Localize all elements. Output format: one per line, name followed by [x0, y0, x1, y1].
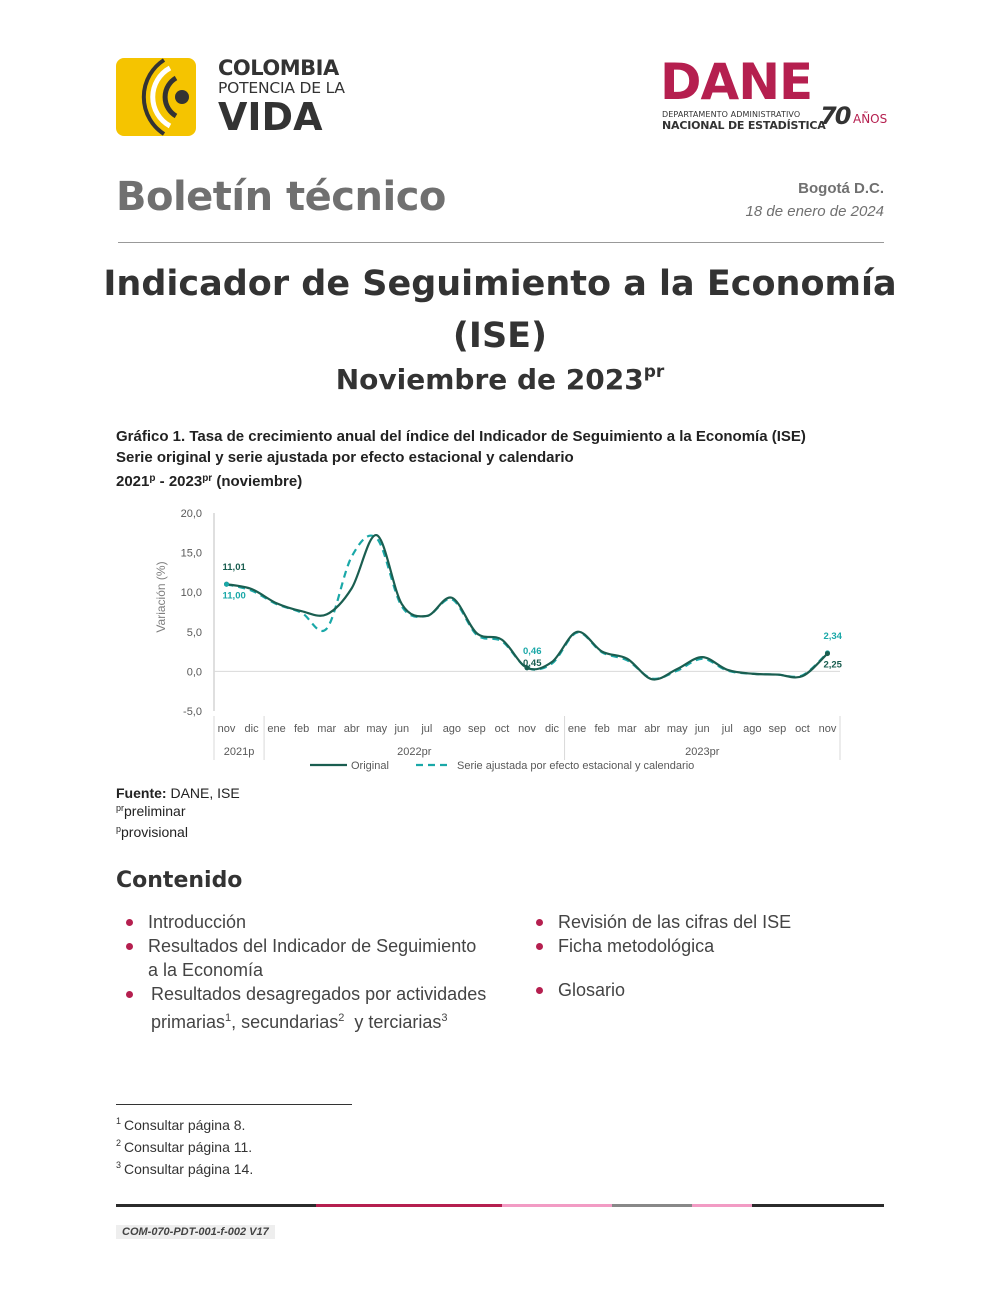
toc-item-introduccion[interactable]	[148, 910, 246, 934]
x-tick-label: ene	[267, 723, 286, 735]
x-tick-label: jul	[721, 723, 733, 735]
y-tick-label: 0,0	[186, 666, 202, 679]
caption-sup-b: pr	[202, 473, 213, 484]
document-code: COM-070-PDT-001-f-002 V17	[116, 1225, 275, 1239]
toc-item-revision-cifras[interactable]	[558, 910, 791, 934]
footnote-divider	[116, 1104, 352, 1105]
dane-anniversary-label: AÑOS	[853, 112, 888, 126]
header-divider	[118, 242, 884, 243]
year-group-label: 2022pr	[397, 746, 432, 758]
toc-sup-1: 1	[225, 1012, 232, 1024]
y-tick-label: 10,0	[180, 587, 202, 600]
footnote-3	[116, 1160, 253, 1177]
toc-item-label: Resultados desagregados por actividades	[151, 984, 487, 1004]
x-tick-label: nov	[217, 723, 236, 735]
bullet-icon	[536, 919, 543, 926]
dane-logo	[660, 53, 890, 132]
logo-line-colombia: COLOMBIA	[218, 56, 339, 80]
toc-item-label-cont: a la Economía	[148, 960, 264, 980]
toc-primarias: primarias	[151, 1012, 226, 1032]
main-title-line2: (ISE)	[452, 316, 548, 356]
subtitle-text: Noviembre de 2023	[335, 363, 644, 396]
x-tick-label: dic	[244, 723, 259, 735]
ise-growth-chart	[150, 500, 850, 778]
year-group-label: 2021p	[223, 746, 255, 758]
bullet-icon	[126, 991, 133, 998]
colombia-potencia-de-la-vida-logo	[116, 56, 356, 138]
bulletin-title: Boletín técnico	[116, 174, 446, 220]
data-point-marker	[224, 582, 229, 587]
x-tick-label: jun	[394, 723, 410, 735]
source-label: Fuente:	[116, 785, 167, 801]
subtitle	[100, 362, 900, 396]
toc-terciarias: y terciarias	[344, 1012, 442, 1032]
note-provisional-text: provisional	[121, 824, 188, 840]
legend-adjusted-label: Serie ajustada por efecto estacional y calendario	[457, 760, 695, 772]
footnote-text: Consultar página 11.	[124, 1139, 253, 1155]
toc-item-label: Revisión de las cifras del ISE	[558, 912, 792, 932]
dane-subtitle-1: DEPARTAMENTO ADMINISTRATIVO	[662, 110, 801, 119]
note-preliminar-sup: pr	[116, 803, 125, 813]
date-label: 18 de enero de 2024	[745, 203, 884, 220]
dane-subtitle-2: NACIONAL DE ESTADÍSTICA	[662, 119, 826, 132]
footnote-number: 3	[116, 1160, 122, 1170]
x-tick-label: mar	[317, 723, 337, 735]
chart-caption	[116, 426, 896, 492]
footnote-number: 1	[116, 1116, 122, 1126]
toc-sup-2: 2	[338, 1012, 345, 1024]
x-tick-label: abr	[644, 723, 661, 735]
x-tick-label: abr	[343, 723, 360, 735]
footnote-text: Consultar página 14.	[124, 1161, 254, 1177]
x-tick-label: jul	[421, 723, 433, 735]
toc-item-label: Introducción	[148, 912, 247, 932]
main-title-line1: Indicador de Seguimiento a la Economía	[103, 264, 897, 304]
data-label: 11,00	[222, 590, 246, 602]
chart-svg	[150, 500, 850, 778]
x-tick-label: feb	[594, 723, 610, 735]
caption-year-start: 2021	[116, 473, 150, 490]
data-point-marker	[825, 651, 830, 656]
toc-item-label: Glosario	[558, 980, 626, 1000]
x-tick-label: ene	[567, 723, 587, 735]
caption-sup-a: p	[149, 473, 156, 484]
legend-original-label: Original	[351, 760, 389, 772]
toc-item-label-cont	[151, 1006, 486, 1034]
logo-line-vida: VIDA	[218, 95, 323, 139]
footnote-text: Consultar página 8.	[124, 1117, 246, 1133]
x-tick-label: dic	[545, 723, 560, 735]
note-provisional-sup: p	[116, 824, 122, 834]
x-tick-label: ago	[743, 723, 762, 735]
data-label: 2,25	[823, 659, 842, 671]
data-label: 11,01	[222, 562, 246, 574]
source-note	[116, 783, 240, 803]
toc-secundarias: , secundarias	[231, 1012, 339, 1032]
contents-heading: Contenido	[116, 868, 243, 893]
toc-item-resultados-ise[interactable]	[148, 934, 476, 982]
data-label: 2,34	[823, 630, 842, 642]
x-tick-label: jun	[694, 723, 710, 735]
toc-item-resultados-desagregados[interactable]	[151, 982, 486, 1034]
toc-item-label: Ficha metodológica	[558, 936, 715, 956]
dane-wordmark: DANE	[660, 53, 813, 111]
footnote-2	[116, 1138, 252, 1155]
y-tick-label: 20,0	[180, 508, 202, 520]
footnote-1	[116, 1116, 245, 1133]
colombia-wave-icon	[116, 56, 206, 138]
bullet-icon	[126, 919, 133, 926]
year-group-label: 2023pr	[685, 746, 720, 758]
x-tick-label: oct	[494, 723, 510, 735]
source-text: DANE, ISE	[166, 785, 240, 801]
x-tick-label: nov	[818, 723, 837, 735]
x-tick-label: ago	[442, 723, 462, 735]
toc-item-label: Resultados del Indicador de Seguimiento	[148, 936, 477, 956]
x-tick-label: mar	[617, 723, 637, 735]
x-tick-label: oct	[795, 723, 810, 735]
toc-item-glosario[interactable]	[558, 978, 625, 1002]
subtitle-sup: pr	[643, 362, 665, 382]
note-preliminar-text: preliminar	[124, 803, 186, 819]
city-label: Bogotá D.C.	[798, 180, 884, 197]
caption-period: (noviembre)	[212, 473, 303, 490]
caption-year-end: - 2023	[155, 473, 203, 490]
caption-line1: Gráfico 1. Tasa de crecimiento anual del índice del Indicador de Seguimiento a la Economía (ISE)	[116, 428, 806, 445]
x-tick-label: sep	[468, 723, 486, 735]
data-label: 0,45	[523, 657, 542, 669]
note-preliminar	[116, 803, 185, 819]
toc-sup-3: 3	[441, 1012, 448, 1024]
y-tick-label: 15,0	[180, 547, 202, 560]
caption-line3	[116, 468, 896, 492]
x-tick-label: nov	[518, 723, 536, 735]
toc-item-ficha-metodologica[interactable]	[558, 934, 714, 958]
x-tick-label: may	[666, 723, 688, 735]
y-axis-label: Variación (%)	[154, 561, 168, 633]
caption-line2: Serie original y serie ajustada por efecto estacional y calendario	[116, 449, 574, 466]
y-tick-label: 5,0	[186, 626, 202, 639]
footer-color-bar	[116, 1204, 884, 1207]
dane-anniversary-number: 70	[820, 102, 850, 130]
x-tick-label: feb	[293, 723, 310, 735]
x-tick-label: sep	[768, 723, 787, 735]
note-provisional	[116, 824, 188, 840]
x-tick-label: may	[366, 723, 388, 735]
footnote-number: 2	[116, 1138, 122, 1148]
main-title	[100, 258, 900, 362]
bullet-icon	[536, 987, 543, 994]
data-label: 0,46	[523, 645, 542, 657]
y-tick-label: -5,0	[183, 706, 202, 718]
bullet-icon	[126, 943, 133, 950]
bullet-icon	[536, 943, 543, 950]
logo-line-potencia: POTENCIA DE LA	[218, 79, 345, 97]
